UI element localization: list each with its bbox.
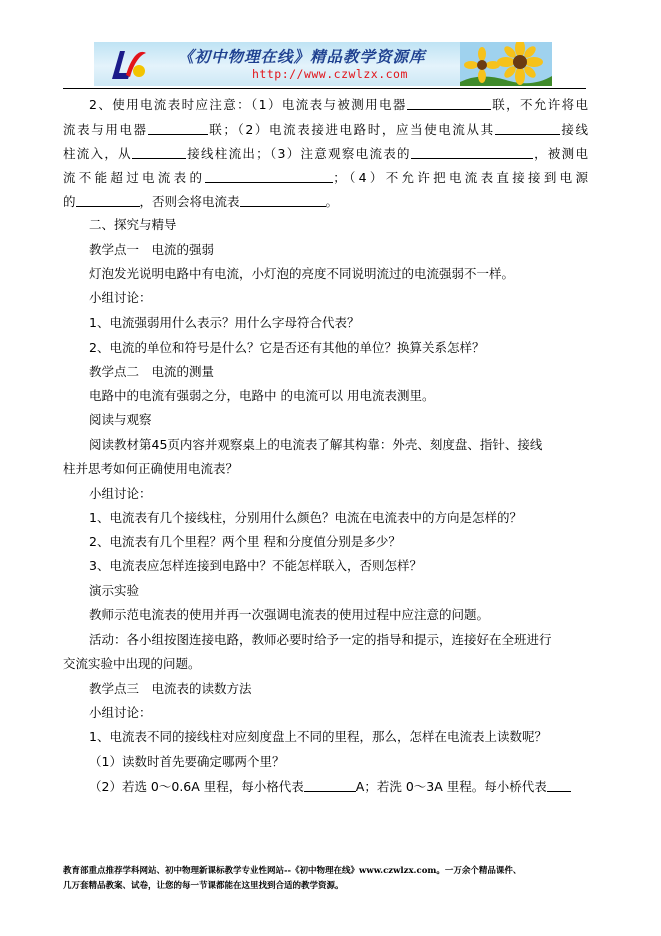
footer-line-2: 几万套精品教案、试卷，让您的每一节课都能在这里找到合适的教学资源。 <box>63 881 344 891</box>
blank <box>76 193 140 207</box>
blank <box>148 121 208 135</box>
question-item: （1）读数时首先要确定哪两个里？ <box>89 754 285 769</box>
header-banner <box>94 42 552 86</box>
demo-heading: 演示实验 <box>89 583 140 598</box>
paragraph: 教师示范电流表的使用并再一次强调电流表的使用过程中应注意的问题。 <box>89 607 490 622</box>
blank <box>304 778 356 792</box>
teaching-point-2: 教学点二 电流的测量 <box>89 364 215 379</box>
blank <box>411 145 533 159</box>
section-heading: 二、探究与精导 <box>89 217 177 232</box>
reading-heading: 阅读与观察 <box>89 412 152 427</box>
sunflower-icon <box>460 42 552 86</box>
paragraph: 活动：各小组按图连接电路，教师必要时给予一定的指导和提示，连接好在全班进行 <box>89 632 552 647</box>
paragraph: 柱并思考如何正确使用电流表？ <box>63 461 239 476</box>
group-discussion-label: 小组讨论： <box>89 486 152 501</box>
paragraph: 电路中的电流有强弱之分，电路中 的电流可以 用电流表测里。 <box>89 388 435 403</box>
note-line-3: 柱流入，从 接线柱流出；（3）注意观察电流表的 ，被测电 <box>63 146 588 161</box>
note-line-4: 流不能超过电流表的 ；（4）不允许把电流表直接接到电源 <box>63 170 588 185</box>
page-footer <box>63 864 588 894</box>
blank <box>205 169 333 183</box>
blank <box>132 145 186 159</box>
question-item: 1、电流强弱用什么表示？用什么字母符合代表？ <box>89 315 360 330</box>
blank <box>240 193 326 207</box>
note-line-5: 的 ，否则会将电流表 。 <box>63 194 339 209</box>
teaching-point-3: 教学点三 电流表的读数方法 <box>89 681 252 696</box>
paragraph: 灯泡发光说明电路中有电流，小灯泡的亮度不同说明流过的电流强弱不一样。 <box>89 266 515 281</box>
teaching-point-1: 教学点一 电流的强弱 <box>89 242 215 257</box>
question-item: 2、电流的单位和符号是什么？它是否还有其他的单位？换算关系怎样？ <box>89 340 485 355</box>
question-item: 3、电流表应怎样连接到电路中？不能怎样联入，否则怎样？ <box>89 558 422 573</box>
note-line-2: 流表与用电器 联；（2）电流表接进电路时，应当使电流从其 接线 <box>63 122 588 137</box>
question-item: （2）若选 0～0.6A 里程，每小格代表 A；若洗 0～3A 里程。每小桥代表 <box>63 778 588 794</box>
header-rule <box>63 88 586 89</box>
group-discussion-label: 小组讨论： <box>89 290 152 305</box>
site-logo-icon <box>106 45 150 83</box>
blank <box>495 121 560 135</box>
blank <box>547 778 571 792</box>
site-title: 《初中物理在线》精品教学资源库 <box>178 47 426 66</box>
paragraph: 阅读教材第45页内容并观察桌上的电流表了解其构靠：外壳、刻度盘、指针、接线 <box>89 437 543 452</box>
question-item: 1、电流表不同的接线柱对应刻度盘上不同的里程，那么，怎样在电流表上读数呢？ <box>89 729 547 744</box>
paragraph: 交流实验中出现的问题。 <box>63 656 201 671</box>
group-discussion-label: 小组讨论： <box>89 705 152 720</box>
blank <box>407 96 491 110</box>
question-item: 1、电流表有几个接线柱，分别用什么颜色？电流在电流表中的方向是怎样的？ <box>89 510 522 525</box>
question-item: 2、电流表有几个里程？两个里 程和分度值分别是多少？ <box>89 534 401 549</box>
footer-line-1: 教育部重点推荐学科网站、初中物理新课标教学专业性网站--《初中物理在线》www.czwlzx.com。一万余个精品课件、 <box>63 866 522 876</box>
site-url: http://www.czwlzx.com <box>252 67 408 81</box>
note-line-1: 2、使用电流表时应注意：（1）电流表与被测用电器 联，不允许将电 <box>89 97 588 112</box>
